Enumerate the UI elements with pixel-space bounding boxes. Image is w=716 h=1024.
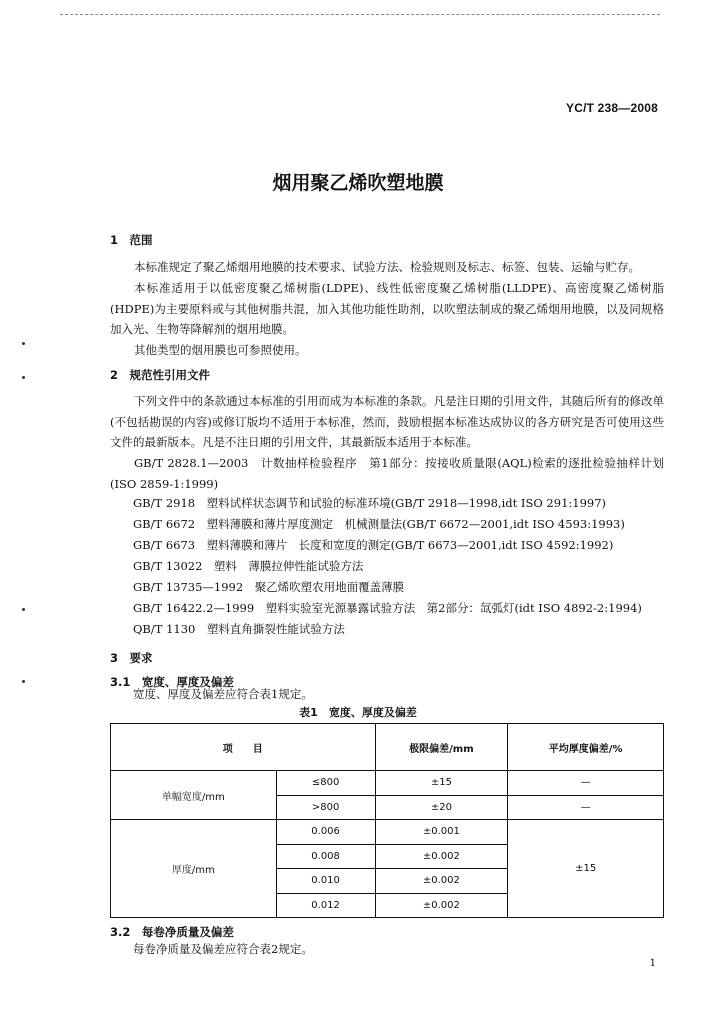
table-cell: 0.008 [276,844,375,869]
section-2-heading: 2 规范性引用文件 [110,368,211,382]
table-1 [110,723,664,918]
section-2-paragraph: 下列文件中的条款通过本标准的引用而成为本标准的条款。凡是注日期的引用文件，其随后所有的修改单(不包括勘误的内容)或修订版均不适用于本标准，然而，鼓励根据本标准达成协议的各方研究是否可使用这些文件的最新版本。凡是不注日期的引用文件，其最新版本适用于本标准。 [110,394,664,450]
section-1-paragraph: 本标准规定了聚乙烯烟用地膜的技术要求、试验方法、检验规则及标志、标签、包装、运输与贮存。 [134,260,640,274]
thickness-label-cell: 厚度/mm [111,820,277,918]
reference-item: GB/T 6673 塑料薄膜和薄片 长度和宽度的测定(GB/T 6673—2001,idt ISO 4592:1992) [133,538,614,552]
margin-mark [22,342,25,345]
reference-item: GB/T 13022 塑料 薄膜拉伸性能试验方法 [133,559,364,573]
table-row [111,771,664,796]
standard-number: YC/T 238—2008 [566,101,658,115]
reference-item: QB/T 1130 塑料直角撕裂性能试验方法 [133,622,345,636]
table-cell: ±0.002 [375,869,508,894]
table-cell: ≤800 [276,771,375,796]
reference-item: GB/T 2828.1—2003 计数抽样检验程序 第1部分：按接收质量限(AQL)检索的逐批检验抽样计划(ISO 2859-1:1999) [110,456,664,491]
table-1-caption: 表1 宽度、厚度及偏差 [299,706,417,719]
document-title: 烟用聚乙烯吹塑地膜 [272,172,444,194]
column-header-avg: 平均厚度偏差/% [508,724,664,771]
page-number: 1 [649,958,656,969]
reference-item: GB/T 16422.2—1999 塑料实验室光源暴露试验方法 第2部分：氙弧灯(idt ISO 4892-2:1994) [133,601,642,615]
thickness-avg-cell: ±15 [508,820,664,918]
table-cell: 0.006 [276,820,375,845]
table-cell: ±0.002 [375,893,508,918]
section-3-1-text: 宽度、厚度及偏差应符合表1规定。 [133,687,313,701]
section-1-heading: 1 范围 [110,233,153,247]
reference-item: GB/T 6672 塑料薄膜和薄片厚度测定 机械测量法(GB/T 6672—2001,idt ISO 4593:1993) [133,517,625,531]
width-label-cell: 单幅宽度/mm [111,771,277,820]
section-3-2-text: 每卷净质量及偏差应符合表2规定。 [133,942,313,956]
column-header-item: 项 目 [111,724,376,771]
section-3-1-heading: 3.1 宽度、厚度及偏差 [110,675,234,689]
table-cell: — [508,771,664,796]
table-cell: ±0.002 [375,844,508,869]
reference-item: GB/T 2918 塑料试样状态调节和试验的标准环境(GB/T 2918—1998,idt ISO 291:1997) [133,496,607,510]
margin-mark [22,376,25,379]
table-cell: — [508,795,664,820]
margin-mark [22,680,25,683]
table-cell: ±0.001 [375,820,508,845]
top-scan-rule [60,14,660,15]
table-cell: 0.010 [276,869,375,894]
section-3-heading: 3 要求 [110,651,153,665]
reference-item: GB/T 13735—1992 聚乙烯吹塑农用地面覆盖薄膜 [133,580,405,594]
table-cell: ±15 [375,771,508,796]
margin-mark [22,608,25,611]
column-header-limit: 极限偏差/mm [375,724,508,771]
section-1-paragraph: 其他类型的烟用膜也可参照使用。 [134,343,307,357]
section-3-2-heading: 3.2 每卷净质量及偏差 [110,925,234,939]
section-1-paragraph: 本标准适用于以低密度聚乙烯树脂(LDPE)、线性低密度聚乙烯树脂(LLDPE)、高密度聚乙烯树脂(HDPE)为主要原料或与其他树脂共混，加入其他功能性助剂，以吹塑法制成的聚乙烯烟用地膜，以及同规格加入光、生物等降解剂的烟用地膜。 [110,281,664,337]
table-cell: 0.012 [276,893,375,918]
table-cell: ±20 [375,795,508,820]
table-cell: >800 [276,795,375,820]
table-row [111,820,664,845]
